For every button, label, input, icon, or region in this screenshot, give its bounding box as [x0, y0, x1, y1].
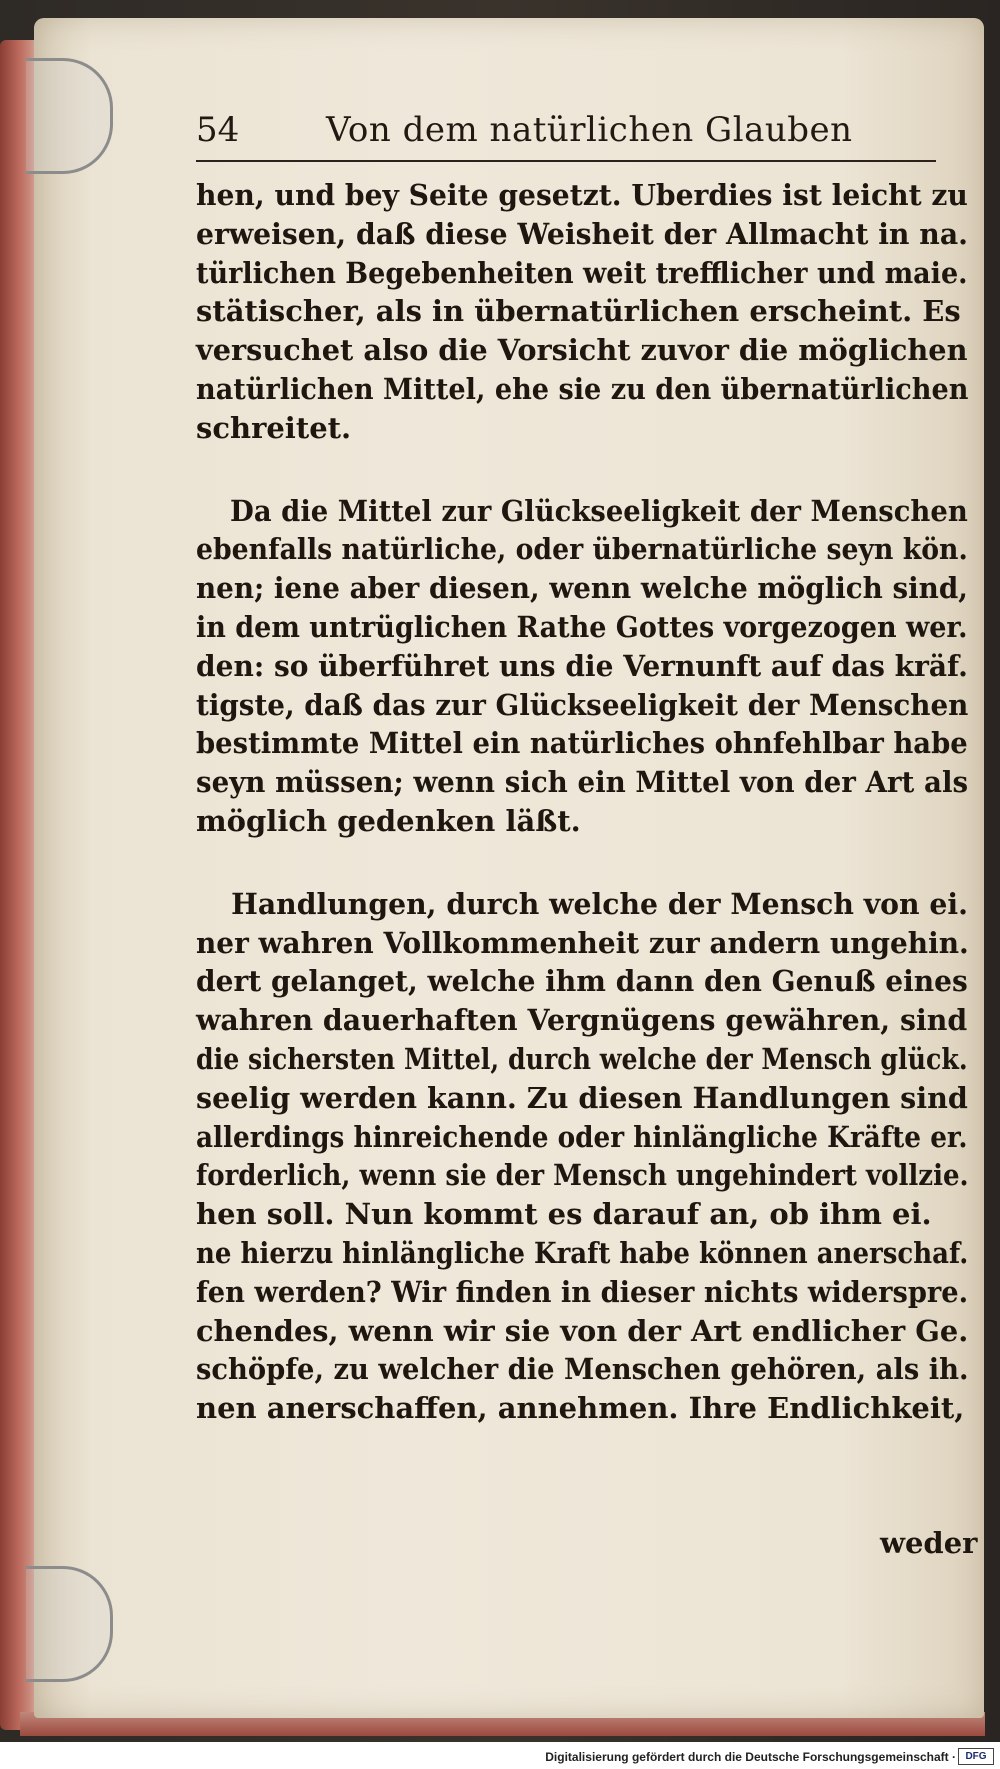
text-line: fen werden? Wir finden in dieser nichts widerspre. — [196, 1274, 969, 1309]
dfg-logo: DFG — [958, 1748, 994, 1765]
page-clip-bottom — [26, 1566, 113, 1682]
text-line: tigste, daß das zur Glückseeligkeit der Menschen — [196, 687, 969, 722]
text-line: in dem untrüglichen Rathe Gottes vorgezogen wer. — [196, 609, 968, 644]
page-header — [196, 110, 936, 162]
text-line: schöpfe, zu welcher die Menschen gehören, als ih. — [196, 1352, 969, 1387]
funding-note: Digitalisierung gefördert durch die Deutsche Forschungsgemeinschaft · — [545, 1750, 956, 1764]
body-text — [196, 176, 968, 1428]
text-line: ne hierzu hinlängliche Kraft habe können anerschaf. — [196, 1235, 969, 1270]
text-line: ebenfalls natürliche, oder übernatürliche seyn kön. — [196, 532, 968, 567]
text-line: hen soll. Nun kommt es darauf an, ob ihm ei. — [196, 1197, 932, 1232]
text-line: nen anerschaffen, annehmen. Ihre Endlichkeit, — [196, 1391, 965, 1426]
text-line: seelig werden kann. Zu diesen Handlungen sind — [196, 1080, 968, 1115]
text-line: Da die Mittel zur Glückseeligkeit der Menschen — [230, 493, 968, 528]
text-line: forderlich, wenn sie der Mensch ungehindert vollzie. — [196, 1158, 969, 1193]
text-line: ner wahren Vollkommenheit zur andern ungehin. — [196, 925, 969, 960]
text-line: bestimmte Mittel ein natürliches ohnfehlbar habe — [196, 726, 968, 761]
paragraph-2 — [196, 492, 968, 841]
text-line: natürlichen Mittel, ehe sie zu den übernatürlichen — [196, 371, 969, 406]
text-line: erweisen, daß diese Weisheit der Allmacht in na. — [196, 216, 968, 251]
text-line: schreitet. — [196, 410, 352, 445]
header-rule — [196, 160, 936, 162]
page-number: 54 — [196, 110, 240, 150]
catchword: weder — [880, 1526, 978, 1560]
text-line: den: so überführet uns die Vernunft auf das kräf. — [196, 648, 968, 683]
text-line: türlichen Begebenheiten weit trefflicher und maie. — [196, 255, 968, 290]
text-line: seyn müssen; wenn sich ein Mittel von der Art als — [196, 765, 969, 800]
paragraph-gap — [196, 448, 968, 492]
text-line: möglich gedenken läßt. — [196, 803, 581, 838]
text-line: dert gelanget, welche ihm dann den Genuß eines — [196, 964, 968, 999]
text-line: allerdings hinreichende oder hinlängliche Kräfte er. — [196, 1119, 968, 1154]
text-line: hen, und bey Seite gesetzt. Uberdies ist leicht zu — [196, 178, 968, 212]
text-line: wahren dauerhaften Vergnügens gewähren, sind — [196, 1003, 968, 1038]
text-line: versuchet also die Vorsicht zuvor die möglichen — [196, 333, 968, 368]
paragraph-3 — [196, 885, 968, 1428]
text-line: nen; iene aber diesen, wenn welche möglich sind, — [196, 571, 968, 606]
text-line: die sichersten Mittel, durch welche der Mensch glück. — [196, 1041, 968, 1076]
page-clip-top — [26, 58, 113, 174]
paragraph-gap — [196, 841, 968, 885]
text-line: Handlungen, durch welche der Mensch von ei. — [231, 886, 969, 921]
text-line: stätischer, als in übernatürlichen erscheint. Es — [196, 294, 961, 329]
paragraph-1 — [196, 176, 968, 448]
footer-bar — [0, 1742, 1000, 1769]
text-line: chendes, wenn wir sie von der Art endlicher Ge. — [196, 1313, 969, 1348]
running-head: Von dem natürlichen Glauben — [326, 110, 853, 150]
